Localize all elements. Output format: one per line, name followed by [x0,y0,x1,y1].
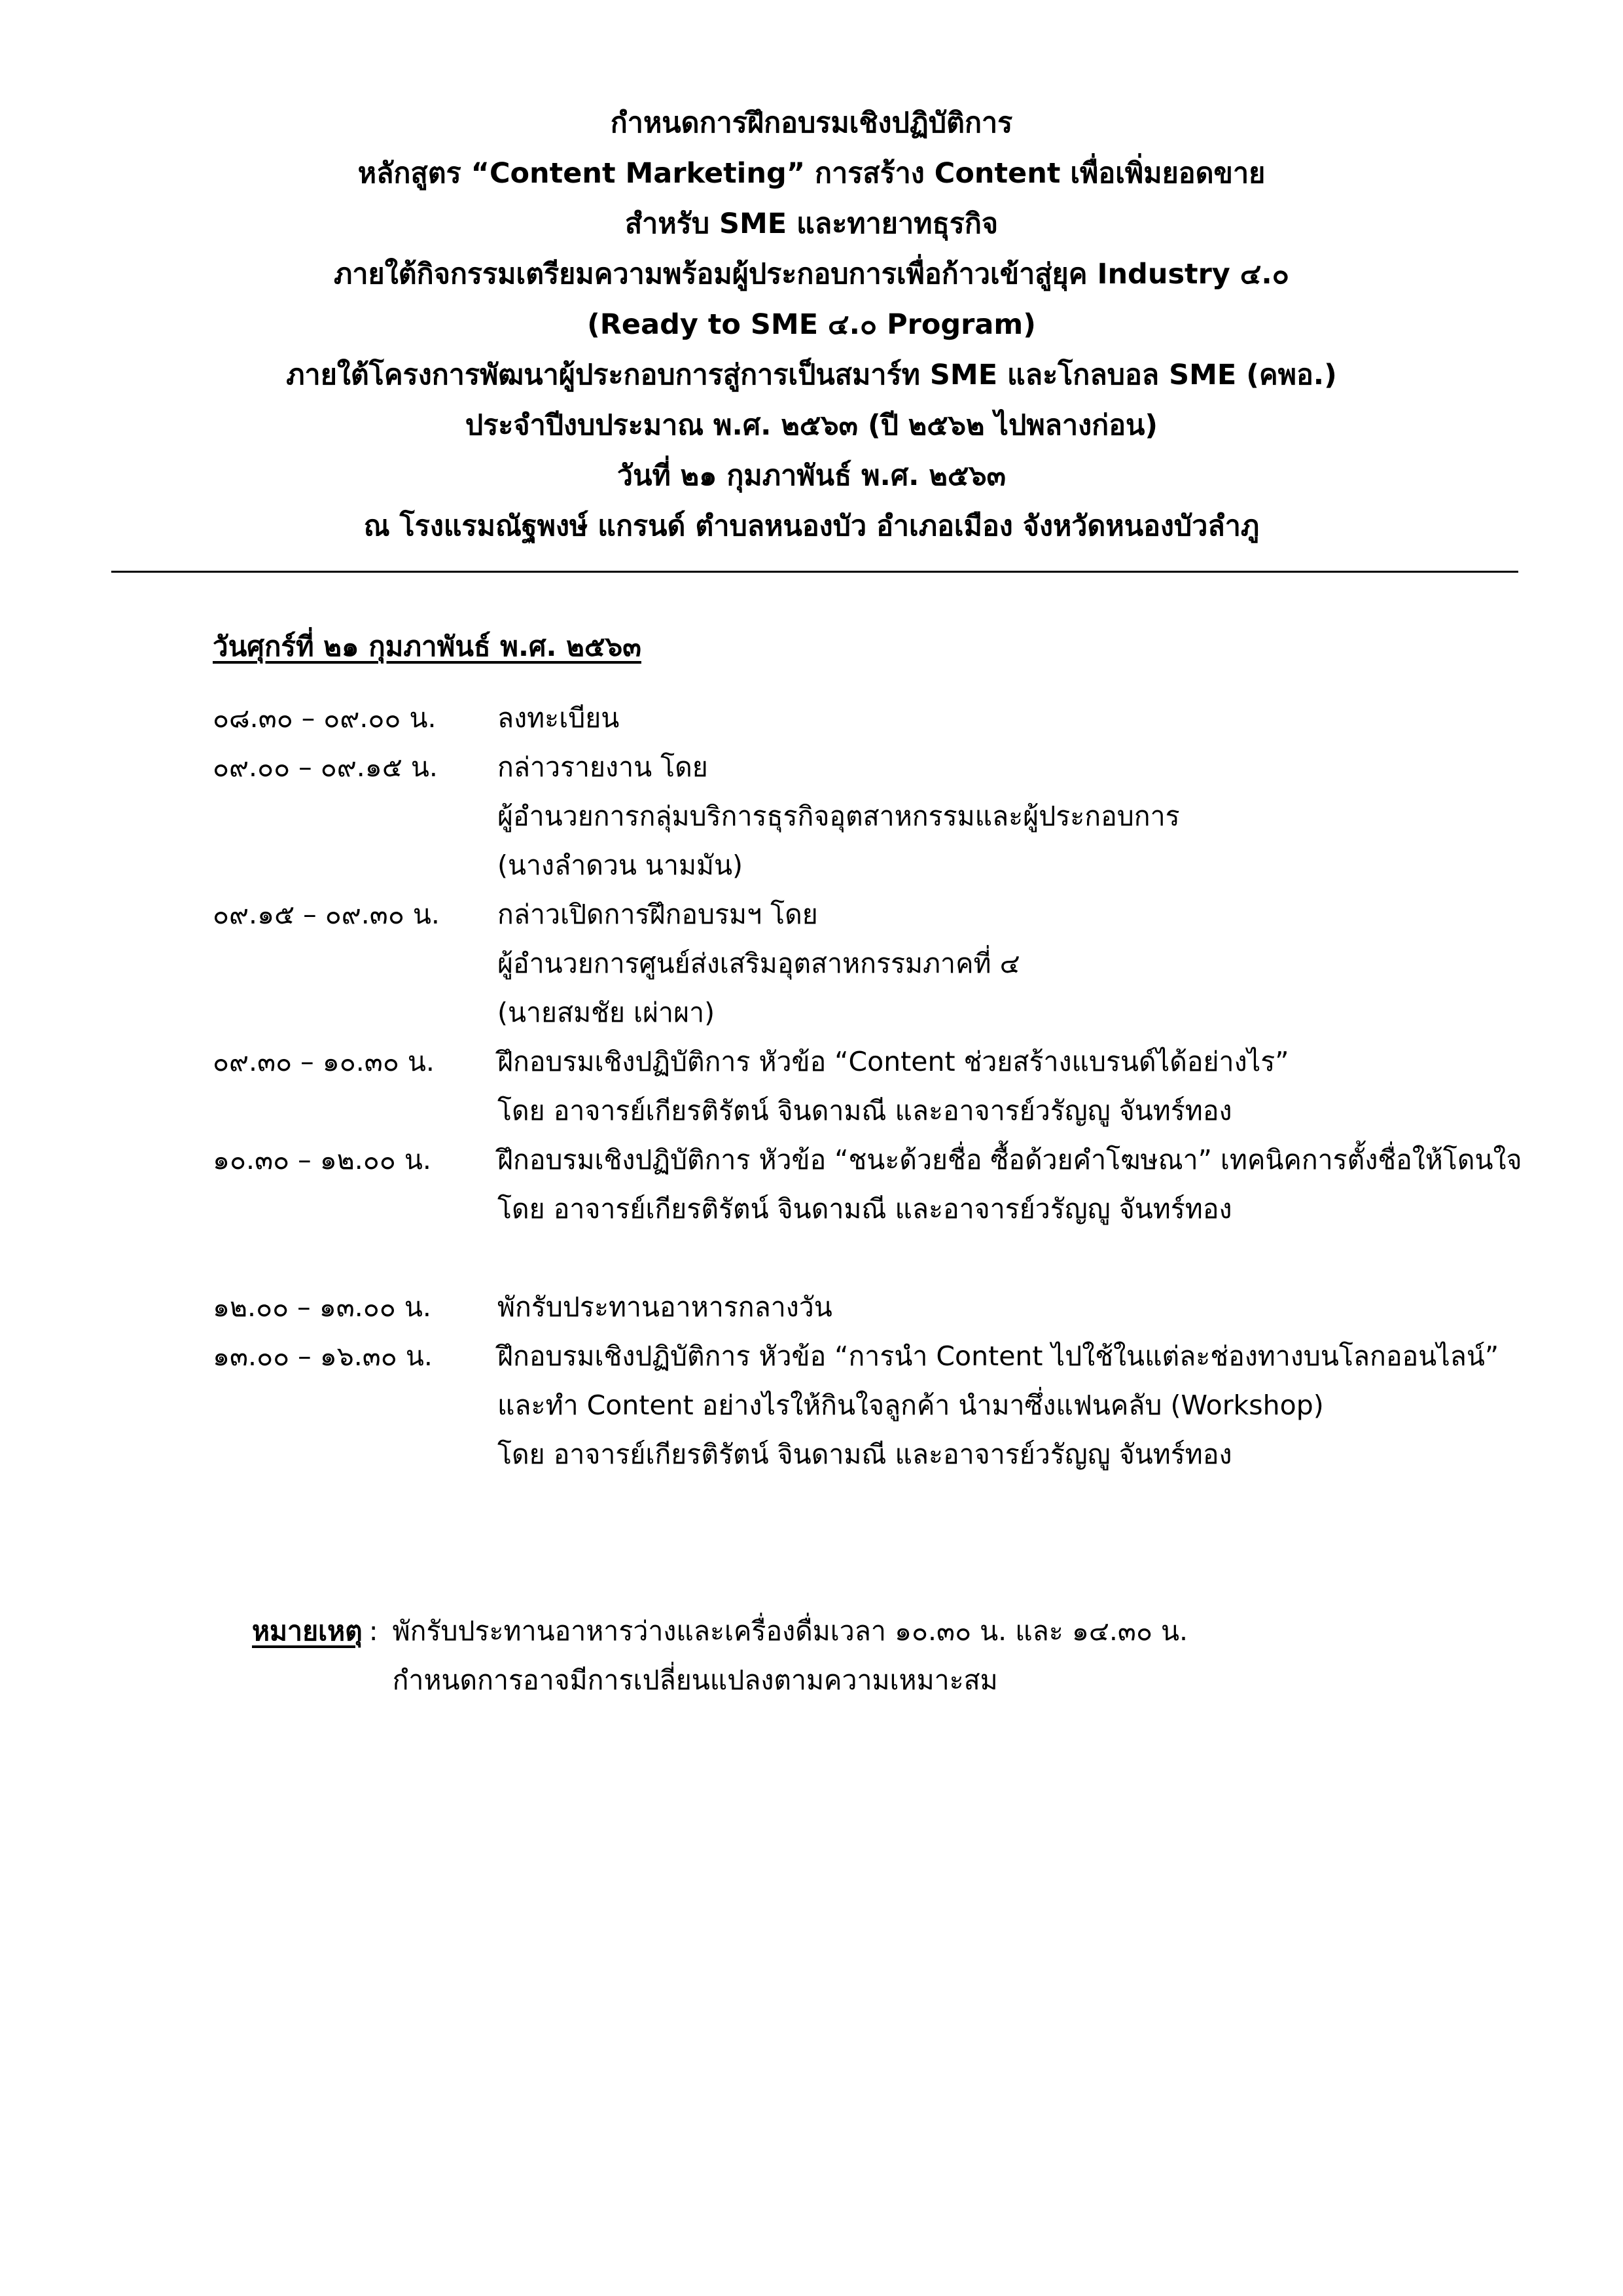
note-line: พักรับประทานอาหารว่างและเครื่องดื่มเวลา ๑๐.๓๐ น. และ ๑๔.๓๐ น. [392,1615,1188,1647]
schedule-details [497,1283,1587,1332]
schedule-time: ๑๐.๓๐ – ๑๒.๐๐ น. [213,1144,431,1175]
schedule-row [213,1136,1587,1234]
schedule-row [213,694,1587,743]
note-section [252,1607,1188,1705]
schedule-detail-line: โดย อาจารย์เกียรติรัตน์ จินดามณี และอาจารย์วรัญญู จันทร์ทอง [497,1095,1232,1126]
header-venue: ณ โรงแรมณัฐพงษ์ แกรนด์ ตำบลหนองบัว อำเภอเมือง จังหวัดหนองบัวลำภู [363,510,1260,543]
schedule-details [497,1037,1587,1136]
schedule-time: ๐๙.๐๐ – ๐๙.๑๕ น. [213,751,438,783]
schedule-time: ๑๓.๐๐ – ๑๖.๓๐ น. [213,1340,433,1372]
schedule-detail-line: ฝึกอบรมเชิงปฏิบัติการ หัวข้อ “Content ช่วยสร้างแบรนด์ได้อย่างไร” [497,1046,1289,1077]
schedule-row [213,1332,1587,1479]
header-project: ภายใต้โครงการพัฒนาผู้ประกอบการสู่การเป็นสมาร์ท SME และโกลบอล SME (คพอ.) [286,359,1337,391]
schedule-row [213,1283,1587,1332]
header-program: (Ready to SME ๔.๐ Program) [587,308,1036,341]
schedule-row [213,743,1587,890]
schedule-detail-line: พักรับประทานอาหารกลางวัน [497,1291,832,1323]
schedule-details [497,694,1587,743]
schedule-detail-line: ผู้อำนวยการศูนย์ส่งเสริมอุตสาหกรรมภาคที่ ๔ [497,948,1020,979]
schedule-detail-line: กล่าวรายงาน โดย [497,751,708,783]
schedule-details [497,1136,1587,1234]
schedule-time: ๐๙.๓๐ – ๑๐.๓๐ น. [213,1046,435,1077]
header-activity: ภายใต้กิจกรรมเตรียมความพร้อมผู้ประกอบการเพื่อก้าวเข้าสู่ยุค Industry ๔.๐ [334,258,1289,291]
schedule-details [497,1332,1587,1479]
header-audience: สำหรับ SME และทายาทธุรกิจ [624,207,999,240]
schedule-details [497,890,1587,1037]
note-lines [393,1607,1188,1705]
schedule-time: ๑๒.๐๐ – ๑๓.๐๐ น. [213,1291,431,1323]
schedule-detail-line: (นายสมชัย เผ่าผา) [497,997,715,1028]
schedule-list [213,694,1587,1479]
day-title: วันศุกร์ที่ ๒๑ กุมภาพันธ์ พ.ศ. ๒๕๖๓ [213,630,641,662]
schedule-time: ๐๙.๑๕ – ๐๙.๓๐ น. [213,899,440,930]
schedule-detail-line: และทำ Content อย่างไรให้กินใจลูกค้า นำมาซึ่งแฟนคลับ (Workshop) [497,1390,1324,1421]
note-line: กำหนดการอาจมีการเปลี่ยนแปลงตามความเหมาะสม [392,1664,998,1696]
schedule-row [213,1037,1587,1136]
header-fiscal-year: ประจำปีงบประมาณ พ.ศ. ๒๕๖๓ (ปี ๒๕๖๒ ไปพลางก่อน) [465,409,1158,442]
schedule-detail-line: ฝึกอบรมเชิงปฏิบัติการ หัวข้อ “ชนะด้วยชื่อ ซื้อด้วยคำโฆษณา” เทคนิคการตั้งชื่อให้โดนใจ [497,1144,1522,1175]
schedule-detail-line: ฝึกอบรมเชิงปฏิบัติการ หัวข้อ “การนำ Content ไปใช้ในแต่ละช่องทางบนโลกออนไลน์” [497,1340,1499,1372]
schedule-details [497,743,1587,890]
header-title: กำหนดการฝึกอบรมเชิงปฏิบัติการ [610,107,1013,139]
header-course: หลักสูตร “Content Marketing” การสร้าง Content เพื่อเพิ่มยอดขาย [357,157,1266,190]
note-colon: : [368,1615,378,1647]
header-date: วันที่ ๒๑ กุมภาพันธ์ พ.ศ. ๒๕๖๓ [616,459,1007,492]
document-header [0,98,1623,552]
schedule-time: ๐๘.๓๐ – ๐๙.๐๐ น. [213,702,437,734]
schedule-detail-line: โดย อาจารย์เกียรติรัตน์ จินดามณี และอาจารย์วรัญญู จันทร์ทอง [497,1193,1232,1225]
schedule-detail-line: โดย อาจารย์เกียรติรัตน์ จินดามณี และอาจารย์วรัญญู จันทร์ทอง [497,1439,1232,1470]
schedule-detail-line: กล่าวเปิดการฝึกอบรมฯ โดย [497,899,818,930]
note-label: หมายเหตุ [252,1615,363,1647]
schedule-detail-line: ลงทะเบียน [497,702,620,734]
schedule-detail-line: ผู้อำนวยการกลุ่มบริการธุรกิจอุตสาหกรรมและผู้ประกอบการ [497,800,1180,832]
schedule-detail-line: (นางลำดวน นามมัน) [497,850,743,881]
schedule-row [213,890,1587,1037]
header-divider [111,571,1518,573]
